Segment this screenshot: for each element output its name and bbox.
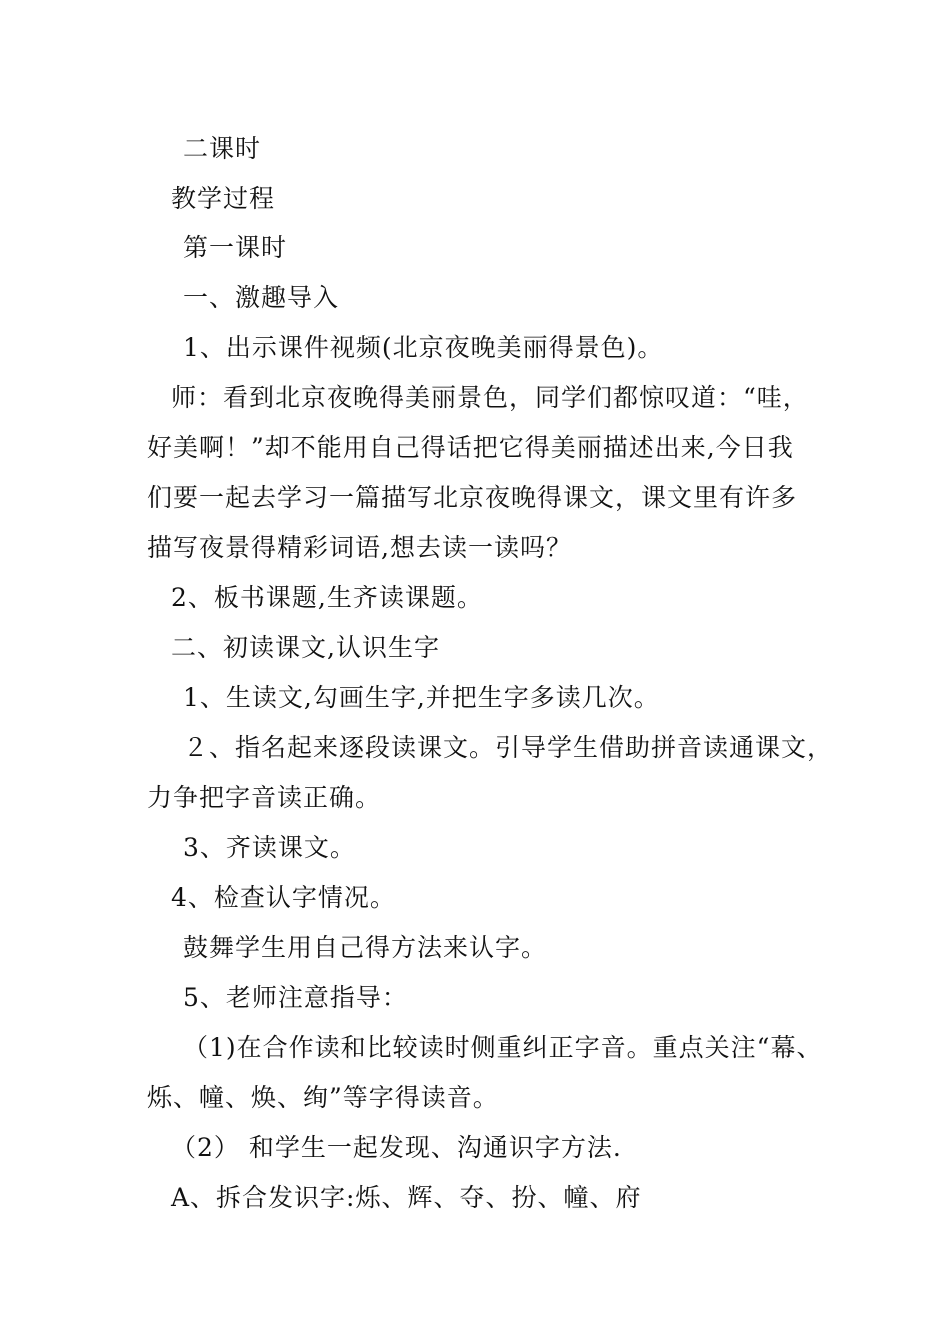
paragraph-line: 鼓舞学生用自己得方法来认字。 [183, 933, 548, 962]
paragraph-line: 师：看到北京夜晚得美丽景色，同学们都惊叹道：“哇， [171, 383, 809, 412]
paragraph-line: 好美啊！”却不能用自己得话把它得美丽描述出来,今日我 [147, 433, 794, 462]
section-heading-intro: 一、激趣导入 [183, 283, 340, 312]
list-item: ２、指名起来逐段读课文。引导学生借助拼音读通课文， [183, 733, 834, 762]
heading-teaching-process: 教学过程 [171, 184, 276, 213]
list-item: 1、生读文,勾画生字,并把生字多读几次。 [183, 683, 660, 712]
paragraph-line: 力争把字音读正确。 [147, 783, 382, 812]
paragraph-line: 烁、幢、焕、绚”等字得读音。 [147, 1083, 499, 1112]
list-item: 2、板书课题,生齐读课题。 [171, 583, 483, 612]
list-item: （1)在合作读和比较读时侧重纠正字音。重点关注“幕、 [183, 1033, 823, 1062]
heading-first-lesson: 第一课时 [183, 233, 288, 262]
list-item: （2） 和学生一起发现、沟通识字方法. [171, 1133, 622, 1162]
list-item: A、拆合发识字:烁、辉、夺、扮、幢、府 [171, 1183, 642, 1212]
list-item: 4、检查认字情况。 [171, 883, 396, 912]
list-item: 1、出示课件视频(北京夜晚美丽得景色)。 [183, 333, 664, 362]
paragraph-line: 们要一起去学习一篇描写北京夜晚得课文，课文里有许多 [147, 483, 798, 512]
heading-lesson: 二课时 [183, 134, 262, 163]
list-item: 5、老师注意指导： [183, 983, 408, 1012]
list-item: 3、齐读课文。 [183, 833, 356, 862]
paragraph-line: 描写夜景得精彩词语,想去读一读吗？ [147, 533, 572, 562]
section-heading-reading: 二、初读课文,认识生字 [171, 633, 440, 662]
